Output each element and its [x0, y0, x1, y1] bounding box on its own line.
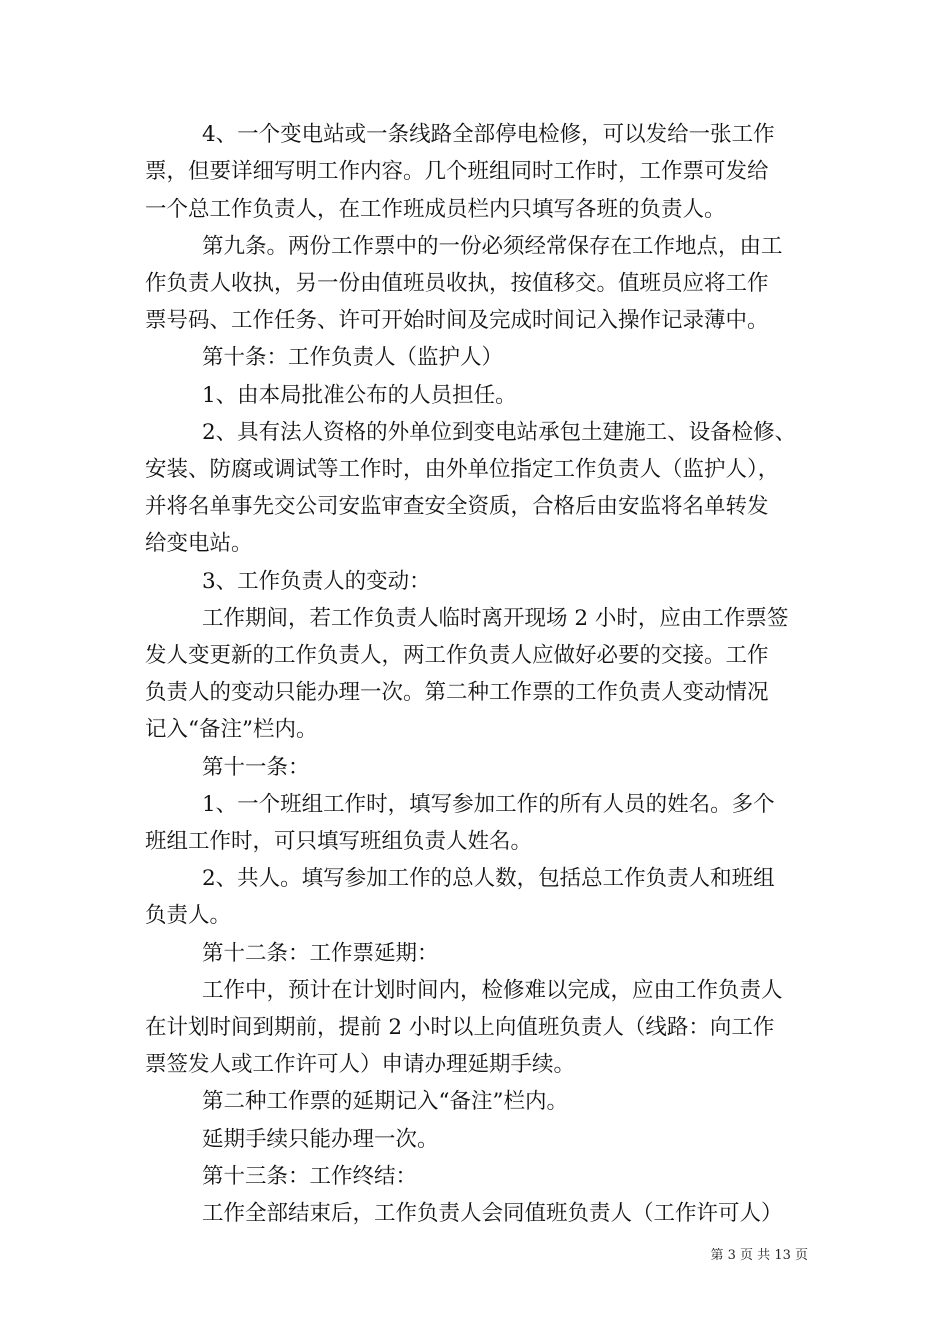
text-line: 1、由本局批准公布的人员担任。 [202, 383, 517, 408]
text-line: 一个总工作负责人，在工作班成员栏内只填写各班的负责人。 [145, 197, 726, 222]
text-line: 2、具有法人资格的外单位到变电站承包土建施工、设备检修、 [202, 420, 797, 445]
text-line: 第九条。两份工作票中的一份必须经常保存在工作地点，由工 [202, 234, 783, 259]
text-line: 并将名单事先交公司安监审查安全资质，合格后由安监将名单转发 [145, 494, 769, 519]
text-line: 第十条：工作负责人（监护人） [202, 345, 504, 370]
text-line: 第二种工作票的延期记入“备注”栏内。 [202, 1089, 568, 1114]
text-line: 负责人。 [145, 903, 232, 928]
text-line: 延期手续只能办理一次。 [202, 1127, 439, 1152]
text-line: 发人变更新的工作负责人，两工作负责人应做好必要的交接。工作 [145, 643, 769, 668]
text-line: 负责人的变动只能办理一次。第二种工作票的工作负责人变动情况 [145, 680, 769, 705]
text-line: 票号码、工作任务、许可开始时间及完成时间记入操作记录薄中。 [145, 308, 769, 333]
text-line: 3、工作负责人的变动： [202, 569, 431, 594]
text-line: 票签发人或工作许可人）申请办理延期手续。 [145, 1052, 576, 1077]
text-line: 第十二条：工作票延期： [202, 941, 439, 966]
page-number: 第 3 页 共 13 页 [710, 1248, 808, 1263]
text-line: 第十一条： [202, 755, 310, 780]
text-line: 2、共人。填写参加工作的总人数，包括总工作负责人和班组 [202, 866, 775, 891]
text-line: 安装、防腐或调试等工作时，由外单位指定工作负责人（监护人）， [145, 457, 780, 482]
text-line: 工作中，预计在计划时间内，检修难以完成，应由工作负责人 [202, 978, 783, 1003]
text-line: 第十三条：工作终结： [202, 1164, 418, 1189]
text-line: 作负责人收执，另一份由值班员收执，按值移交。值班员应将工作 [145, 271, 769, 296]
text-line: 工作全部结束后，工作负责人会同值班负责人（工作许可人） [202, 1201, 783, 1226]
text-line: 在计划时间到期前，提前 2 小时以上向值班负责人（线路：向工作 [145, 1015, 775, 1040]
text-line: 票，但要详细写明工作内容。几个班组同时工作时，工作票可发给 [145, 159, 769, 184]
text-line: 工作期间，若工作负责人临时离开现场 2 小时，应由工作票签 [202, 606, 789, 631]
text-line: 记入“备注”栏内。 [145, 717, 318, 742]
text-line: 班组工作时，可只填写班组负责人姓名。 [145, 829, 533, 854]
text-line: 1、一个班组工作时，填写参加工作的所有人员的姓名。多个 [202, 792, 775, 817]
text-line: 4、一个变电站或一条线路全部停电检修，可以发给一张工作 [202, 122, 775, 147]
text-line: 给变电站。 [145, 531, 253, 556]
